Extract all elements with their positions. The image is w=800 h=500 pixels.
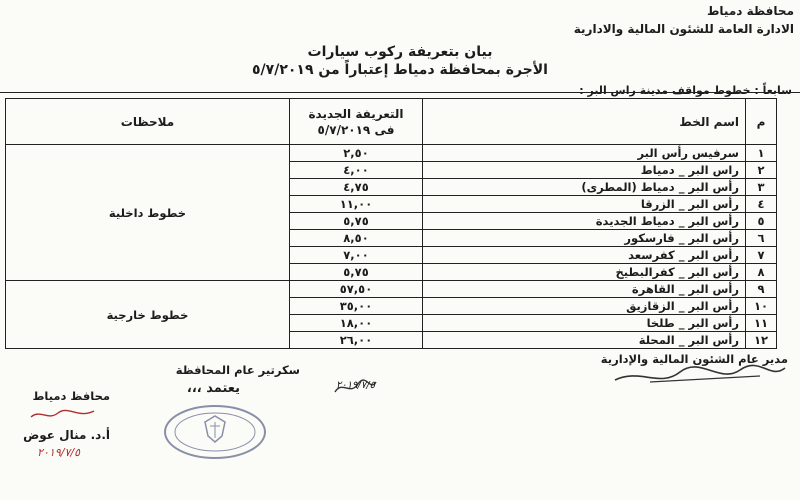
row-fare: ٥,٧٥ [290, 264, 423, 281]
row-line-name: رأس البر _ دمياط الجديدة [423, 213, 746, 230]
row-number: ١١ [746, 315, 777, 332]
row-number: ٢ [746, 162, 777, 179]
table-row [6, 281, 777, 298]
table-header-row [6, 99, 777, 145]
finance-director-signature [610, 362, 790, 388]
row-number: ٤ [746, 196, 777, 213]
document-subtitle: الأجرة بمحافظة دمياط إعتباراً من ٥/٧/٢٠١٩ [252, 62, 548, 78]
row-fare: ٨,٥٠ [290, 230, 423, 247]
row-fare: ١٨,٠٠ [290, 315, 423, 332]
governor-name: أ.د. منال عوض [23, 428, 110, 442]
governorate-name: محافظة دمياط [706, 4, 794, 18]
finance-director-title: مدير عام الشئون المالية والإدارية [600, 352, 788, 366]
section-label: سابعاً : خطوط مواقف مدينة راس البر : [579, 84, 792, 97]
governor-signature [28, 407, 98, 423]
department-name: الادارة العامة للشئون المالية والادارية [573, 22, 794, 36]
document-title: بيان بتعريفة ركوب سيارات [307, 44, 493, 60]
row-fare: ٢,٥٠ [290, 145, 423, 162]
row-fare: ١١,٠٠ [290, 196, 423, 213]
row-line-name: رأس البر _ المحلة [423, 332, 746, 349]
header-new-fare-line2: فى ٥/٧/٢٠١٩ [317, 122, 395, 137]
row-line-name: رأس البر _ دمياط (المطرى) [423, 179, 746, 196]
notes-external: خطوط خارجية [6, 281, 290, 349]
row-number: ١٠ [746, 298, 777, 315]
header-notes: ملاحظات [6, 99, 290, 145]
divider [0, 92, 800, 93]
row-line-name: رأس البر _ كفرسعد [423, 247, 746, 264]
row-line-name: رأس البر _ طلخا [423, 315, 746, 332]
row-number: ٨ [746, 264, 777, 281]
row-fare: ٥,٧٥ [290, 213, 423, 230]
governor-date: ٢٠١٩/٧/٥ [37, 446, 80, 459]
row-number: ٣ [746, 179, 777, 196]
row-fare: ٤,٠٠ [290, 162, 423, 179]
row-number: ٥ [746, 213, 777, 230]
fares-table [5, 98, 777, 349]
approved-label: يعتمد ،،، [186, 381, 240, 396]
secretary-date: ٢٠١٩/٧/٥ [336, 380, 375, 391]
row-fare: ٧,٠٠ [290, 247, 423, 264]
row-line-name: رأس البر _ الزرقا [423, 196, 746, 213]
header-number: م [746, 99, 777, 145]
official-stamp [160, 402, 270, 462]
governor-title: محافظ دمياط [32, 389, 110, 403]
header-line-name: اسم الخط [423, 99, 746, 145]
row-line-name: رأس البر _ الزقازيق [423, 298, 746, 315]
header-new-fare-line1: التعريفة الجديدة [308, 106, 404, 121]
row-line-name: رأس البر _ كفرالبطيخ [423, 264, 746, 281]
secretary-general-title: سكرتير عام المحافظة [175, 363, 300, 377]
row-line-name: سرفيس رأس البر [423, 145, 746, 162]
row-number: ٩ [746, 281, 777, 298]
row-fare: ٣٥,٠٠ [290, 298, 423, 315]
row-line-name: رأس البر _ فارسكور [423, 230, 746, 247]
row-fare: ٢٦,٠٠ [290, 332, 423, 349]
row-number: ٦ [746, 230, 777, 247]
row-line-name: رأس البر _ القاهرة [423, 281, 746, 298]
row-number: ٧ [746, 247, 777, 264]
table-row [6, 145, 777, 162]
row-number: ١٢ [746, 332, 777, 349]
notes-internal: خطوط داخلية [6, 145, 290, 281]
header-new-fare [290, 99, 423, 145]
row-number: ١ [746, 145, 777, 162]
row-line-name: راس البر _ دمياط [423, 162, 746, 179]
row-fare: ٤,٧٥ [290, 179, 423, 196]
row-fare: ٥٧,٥٠ [290, 281, 423, 298]
